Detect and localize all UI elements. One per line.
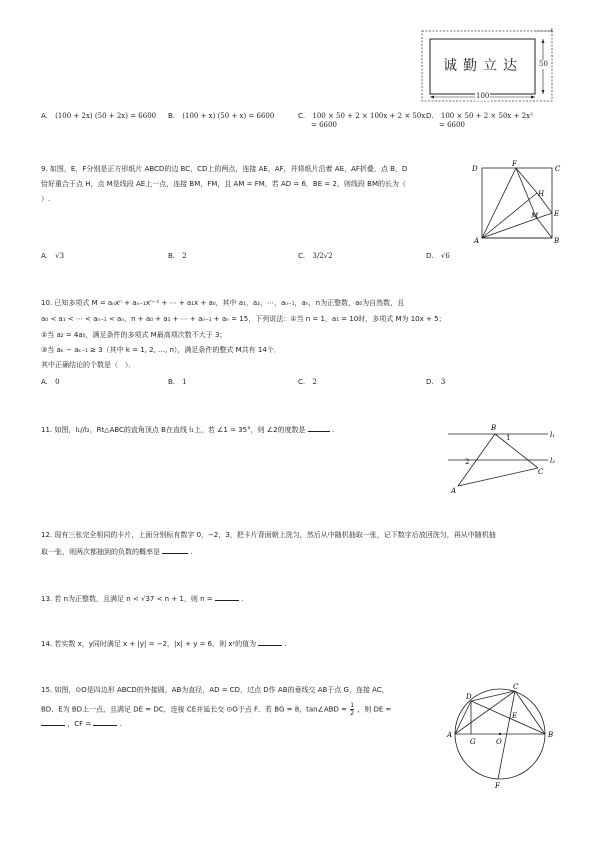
q9-stem-line3: ）. (41, 195, 51, 203)
banner-height-label: 50 (539, 60, 548, 68)
q15-stem-line2 (41, 702, 391, 717)
q14-stem-end: . (284, 640, 287, 648)
option-letter: B. (168, 112, 176, 120)
q10-stem-line2: a₀ < a₁ < ⋯ < aₙ₋₁ < aₙ，n + a₀ + a₁ + ⋯ + aₙ₋₁ + aₙ = 15，下列说法：①当 n = 1，a₁ = 10时，多项式 M为 10x + 5； (41, 315, 446, 323)
option-text: (100 + x) (50 + x) = 6600 (182, 112, 275, 120)
banner-width-label: 100 (476, 92, 490, 100)
option-text: 2 (312, 378, 317, 386)
option-text: 3/2√2 (312, 252, 333, 260)
option-text: 3 (440, 378, 446, 386)
q10-stem-line3: ②当 a₂ = 4a₀，满足条件的多项式 M最高项次数不大于 3； (41, 331, 227, 339)
q13-stem: 13. 若 n为正整数，且满足 n < √37 < n + 1，则 n = (41, 595, 213, 603)
banner-text: 诚勤立达 (443, 58, 523, 74)
q15-answer-blank-cf[interactable] (93, 725, 117, 726)
option-letter: C. (298, 378, 306, 386)
q11-label-a: A (451, 487, 457, 495)
option-text-line2: = 6600 (439, 120, 465, 129)
option-text: √6 (440, 252, 450, 260)
option-letter: A. (41, 252, 48, 260)
option-text: 0 (55, 378, 60, 386)
q14-answer-blank[interactable] (258, 645, 282, 646)
q11-answer-blank[interactable] (308, 431, 330, 432)
q9-label-d: D (472, 165, 478, 173)
q12-stem-line1: 12. 现有三张完全相同的卡片，上面分别标有数字 0，−2，3，把卡片背面朝上洗匀，然后从中随机抽取一张，记下数字后放回洗匀，再从中随机抽 (41, 531, 496, 539)
q9-label-c: C (555, 165, 561, 173)
q12-answer-blank[interactable] (162, 553, 188, 554)
q15-stem-line2a: BD．E为 BD上一点，且满足 DE = DC，连接 CE并延长交 ⊙O于点 F．若 BG = 8，tan∠ABD = (41, 705, 347, 714)
q10-option-c[interactable] (298, 378, 317, 387)
option-text-line1: 100 × 50 + 2 × 100x + 2 × 50x (312, 112, 426, 120)
q9-option-a[interactable] (41, 252, 64, 261)
option-text: (100 + 2x) (50 + 2x) = 6600 (55, 112, 157, 120)
q9-stem-line1: 9. 如图，E，F分别是正方形纸片 ABCD的边 BC，CD上的两点，连接 AE，AF，并将纸片沿着 AE，AF折叠，点 B，D (41, 165, 408, 173)
q15-label-a: A (447, 731, 453, 739)
q15-label-g: G (470, 738, 476, 746)
q14-stem: 14. 若实数 x，y同时满足 x + |y| = −2，|x| + y = 6，则 xʸ的值为 (41, 640, 257, 648)
option-letter: B. (168, 378, 176, 386)
q9-label-m: M (531, 212, 539, 220)
q15-stem-line2b: ，则 DE = (357, 705, 392, 714)
banner-x-label: x (550, 27, 554, 34)
q8-option-d[interactable] (426, 112, 533, 130)
option-letter: D. (426, 252, 434, 260)
option-letter: A. (41, 378, 48, 386)
q15-label-b: B (548, 731, 554, 739)
option-text-line1: 100 × 50 + 2 × 50x + 2x² (440, 112, 533, 120)
q12-stem-line2: 取一张，则两次都抽到的负数的概率是 (41, 548, 160, 556)
q10-stem-line1: 10. 已知多项式 M = aₙxⁿ + aₙ₋₁xⁿ⁻¹ + ⋯ + a₁x + a₀，其中 a₁，a₂，⋯，aₙ₋₁，aₙ，n为正整数，a₀为自然数，且 (41, 299, 405, 307)
option-letter: C. (298, 112, 306, 120)
q11-label-b: B (491, 424, 497, 432)
q9-label-a: A (474, 237, 480, 245)
q9-label-b: B (554, 237, 560, 245)
q15-stem-line3 (41, 720, 122, 729)
q11-figure (440, 418, 565, 498)
q11-label-c: C (538, 468, 544, 476)
option-letter: C. (298, 252, 306, 260)
q13-stem-end: . (241, 595, 244, 603)
q15-fraction-denominator: 2 (350, 710, 355, 717)
q11-stem-text: 11. 如图，l₁//l₂，Rt△ABC的直角顶点 B在直线 l₁上，若 ∠1 = 35°，则 ∠2的度数是 (41, 426, 306, 434)
q15-label-e: E (512, 712, 518, 720)
q8-option-a[interactable] (41, 112, 156, 121)
q9-label-f: F (512, 160, 517, 168)
q15-fraction-numerator: 1 (350, 702, 355, 709)
q11-label-l2: l₂ (550, 457, 556, 465)
q9-figure (470, 160, 565, 245)
option-letter: B. (168, 252, 176, 260)
q11-label-l1: l₁ (550, 431, 556, 439)
q11-label-angle2: 2 (465, 458, 470, 466)
question-13 (41, 595, 243, 604)
q15-fraction (350, 702, 354, 717)
q12-stem-end: . (190, 548, 193, 556)
q15-label-d: D (466, 693, 472, 701)
q9-label-e: E (554, 210, 560, 218)
q15-label-o: O (496, 738, 502, 746)
q11-label-angle1: 1 (506, 434, 511, 442)
q9-option-b[interactable] (168, 252, 187, 261)
q9-option-d[interactable] (426, 252, 450, 261)
q10-option-a[interactable] (41, 378, 60, 387)
question-14 (41, 640, 287, 649)
q9-stem-line2: 恰好重合于点 H，点 M是线段 AE上一点，连接 BM，FM，且 AM = FM，若 AD = 6，BE = 2，则线段 BM的长为（ (41, 180, 406, 188)
option-text: 2 (182, 252, 187, 260)
q13-answer-blank[interactable] (215, 600, 239, 601)
q10-option-b[interactable] (168, 378, 187, 387)
option-text: 1 (182, 378, 187, 386)
q10-stem-line5: 其中正确结论的个数是（ ）． (41, 361, 136, 369)
q8-option-b[interactable] (168, 112, 274, 121)
option-letter: D. (426, 378, 434, 386)
q15-answer-blank-de[interactable] (41, 725, 65, 726)
option-text-line2: = 6600 (311, 120, 337, 129)
option-text: √3 (55, 252, 65, 260)
q15-stem-line3a: ，CF = (67, 720, 92, 728)
q10-stem-line4: ③当 aₖ − aₖ₋₁ ≥ 3（其中 k = 1, 2, …, n），满足条件的整式 M共有 14个． (41, 346, 281, 354)
q15-stem-end: . (119, 720, 122, 728)
q11-stem (41, 426, 334, 435)
q15-stem-line1: 15. 如图，⊙O是四边形 ABCD的外接圆，AB为直径，AD = CD，过点 D作 AB的垂线交 AB于点 G，连接 AC， (41, 686, 389, 694)
q11-stem-end: . (332, 426, 335, 434)
q15-label-c: C (513, 683, 519, 691)
option-letter: A. (41, 112, 48, 120)
q9-label-h: H (538, 190, 545, 198)
q8-option-c[interactable] (298, 112, 425, 130)
q15-label-f: F (495, 782, 500, 790)
q12-stem-line2-wrap (41, 548, 193, 557)
banner-figure (421, 28, 557, 104)
q15-figure (445, 680, 565, 795)
q10-option-d[interactable] (426, 378, 445, 387)
option-letter: D. (426, 112, 434, 120)
q9-option-c[interactable] (298, 252, 333, 261)
